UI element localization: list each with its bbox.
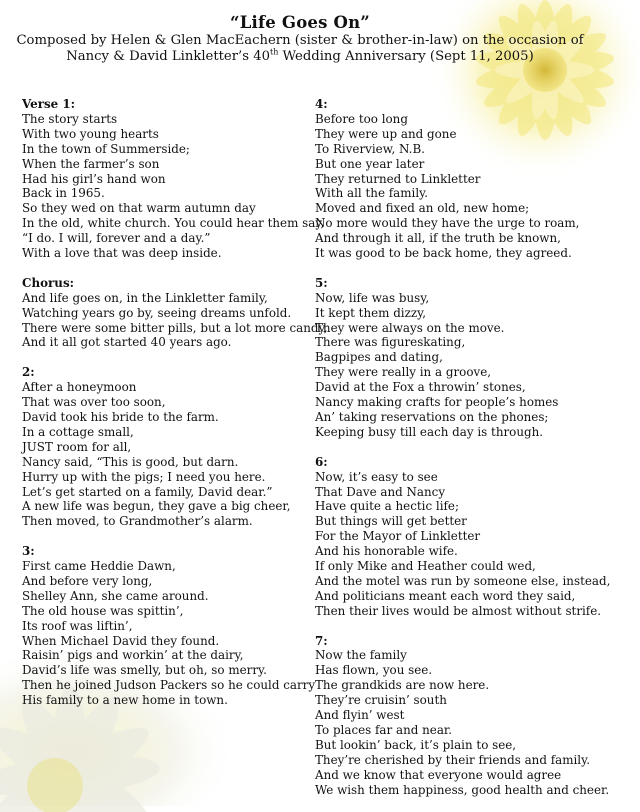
poem-line: And life goes on, in the Linkletter family,: [22, 290, 268, 305]
stanza: [22, 275, 328, 351]
poem-subtitle: [0, 33, 600, 65]
poem-line: In the town of Summerside;: [22, 141, 190, 156]
stanza-heading: Verse 1:: [22, 97, 76, 111]
poem-line: Had his girl’s hand won: [22, 171, 166, 186]
poem-line: And his honorable wife.: [315, 544, 458, 559]
poem-line: Nancy making crafts for people’s homes: [315, 395, 559, 410]
poem-line: If only Mike and Heather could wed,: [315, 559, 536, 574]
poem-line: They were up and gone: [315, 126, 457, 141]
poem-line: His family to a new home in town.: [22, 693, 228, 708]
poem-line: And through it all, if the truth be known,: [315, 231, 561, 246]
poem-line: To Riverview, N.B.: [315, 141, 425, 156]
poem-line: Raisin’ pigs and workin’ at the dairy,: [22, 648, 244, 663]
poem-line: There was figureskating,: [315, 335, 466, 350]
poem-line: And flyin’ west: [315, 708, 405, 723]
left-column: [22, 97, 328, 723]
subtitle-line-1: Composed by Helen & Glen MacEachern (sister & brother-in-law) on the occasion of: [16, 33, 584, 48]
poem-line: David at the Fox a throwin’ stones,: [315, 380, 526, 395]
poem-line: Before too long: [315, 111, 408, 126]
poem-title: “Life Goes On”: [230, 13, 370, 32]
poem-line: A new life was begun, they gave a big cheer,: [22, 499, 291, 514]
stanza: [315, 97, 600, 261]
poem-line: Has flown, you see.: [315, 663, 433, 678]
poem-line: And the motel was run by someone else, instead,: [315, 573, 611, 588]
poem-line: JUST room for all,: [22, 439, 132, 454]
poem-line: David took his bride to the farm.: [22, 410, 219, 424]
stanza: [22, 544, 316, 708]
stanza: [22, 97, 325, 261]
poem-line: In a cottage small,: [22, 424, 134, 439]
poem-line: Nancy said, “This is good, but darn.: [22, 454, 239, 469]
poem-line: Bagpipes and dating,: [315, 350, 443, 365]
poem-line: With all the family.: [315, 186, 429, 201]
poem-line: But things will get better: [315, 514, 467, 529]
poem-line: Let’s get started on a family, David dear.”: [22, 484, 273, 499]
poem-line: After a honeymoon: [22, 380, 137, 395]
poem-line: Moved and fixed an old, new home;: [315, 201, 530, 216]
poem-line: No more would they have the urge to roam,: [315, 216, 580, 231]
stanza: [315, 454, 611, 619]
poem-line: To places far and near.: [315, 723, 453, 738]
stanza: [22, 365, 302, 529]
poem-line: And before very long,: [22, 573, 153, 588]
poem-line: The story starts: [22, 111, 118, 126]
stanza-heading: 4:: [315, 97, 328, 111]
poem-line: Then their lives would be almost without strife.: [315, 603, 602, 618]
poem-line: They’re cruisin’ south: [315, 693, 447, 708]
poem-line: First came Heddie Dawn,: [22, 559, 176, 574]
poem-line: David’s life was smelly, but oh, so merry.: [22, 663, 267, 678]
poem-line: The old house was spittin’,: [22, 603, 184, 618]
poem-line: It kept them dizzy,: [315, 305, 427, 320]
poem-line: An’ taking reservations on the phones;: [315, 410, 549, 425]
poem-line: There were some bitter pills, but a lot more candy,: [22, 320, 328, 335]
poem-line: That Dave and Nancy: [315, 484, 446, 499]
stanza-heading: Chorus:: [22, 275, 75, 290]
poem-line: With two young hearts: [22, 126, 159, 141]
stanza-heading: 2:: [22, 365, 35, 380]
poem-line: Hurry up with the pigs; I need you here.: [22, 469, 266, 484]
poem-line: When Michael David they found.: [22, 633, 220, 648]
poem-line: Its roof was liftin’,: [22, 618, 133, 633]
poem-line: It was good to be back home, they agreed.: [315, 246, 572, 261]
poem-line: But one year later: [315, 156, 425, 171]
poem-line: But lookin’ back, it’s plain to see,: [315, 737, 517, 752]
poem-line: And it all got started 40 years ago.: [22, 335, 232, 350]
poem-line: The grandkids are now here.: [315, 678, 490, 693]
poem-line: And politicians meant each word they said,: [315, 588, 576, 603]
poem-line: Now the family: [315, 648, 407, 663]
poem-line: Now, it’s easy to see: [315, 469, 438, 484]
poem-line: Then moved, to Grandmother’s alarm.: [22, 514, 253, 529]
stanza: [315, 276, 600, 440]
poem-line: They’re cherished by their friends and family.: [315, 752, 591, 767]
poem-line: Shelley Ann, she came around.: [22, 588, 209, 603]
right-column: [315, 97, 611, 812]
stanza: [315, 633, 610, 798]
poem-line: For the Mayor of Linkletter: [315, 529, 481, 544]
poem-line: So they wed on that warm autumn day: [22, 201, 256, 216]
stanza-heading: 6:: [315, 454, 328, 469]
subtitle-line-2: Nancy & David Linkletter’s 40th Wedding Anniversary (Sept 11, 2005): [66, 47, 534, 64]
poem-line: They returned to Linkletter: [315, 171, 481, 186]
stanza-heading: 3:: [22, 544, 35, 559]
poem-line: With a love that was deep inside.: [22, 246, 222, 261]
poem-line: That was over too soon,: [22, 395, 166, 410]
poem-line: And we know that everyone would agree: [315, 767, 562, 782]
stanza-heading: 5:: [315, 275, 328, 290]
poem-line: They were really in a groove,: [315, 365, 492, 380]
poem-line: Back in 1965.: [22, 186, 105, 201]
stanza-heading: 7:: [315, 633, 328, 648]
poem-line: Keeping busy till each day is through.: [315, 424, 544, 439]
poem-line: “I do. I will, forever and a day.”: [22, 231, 211, 246]
poem-line: Have quite a hectic life;: [315, 499, 459, 514]
poem-line: We wish them happiness, good health and cheer.: [315, 782, 610, 797]
poem-line: Then he joined Judson Packers so he could carry: [22, 678, 316, 693]
poem-line: Now, life was busy,: [315, 290, 430, 305]
poem-line: Watching years go by, seeing dreams unfold.: [22, 305, 292, 320]
poem-line: When the farmer’s son: [22, 156, 160, 171]
poem-line: They were always on the move.: [315, 320, 505, 335]
poem-line: In the old, white church. You could hear them say,: [22, 216, 325, 231]
